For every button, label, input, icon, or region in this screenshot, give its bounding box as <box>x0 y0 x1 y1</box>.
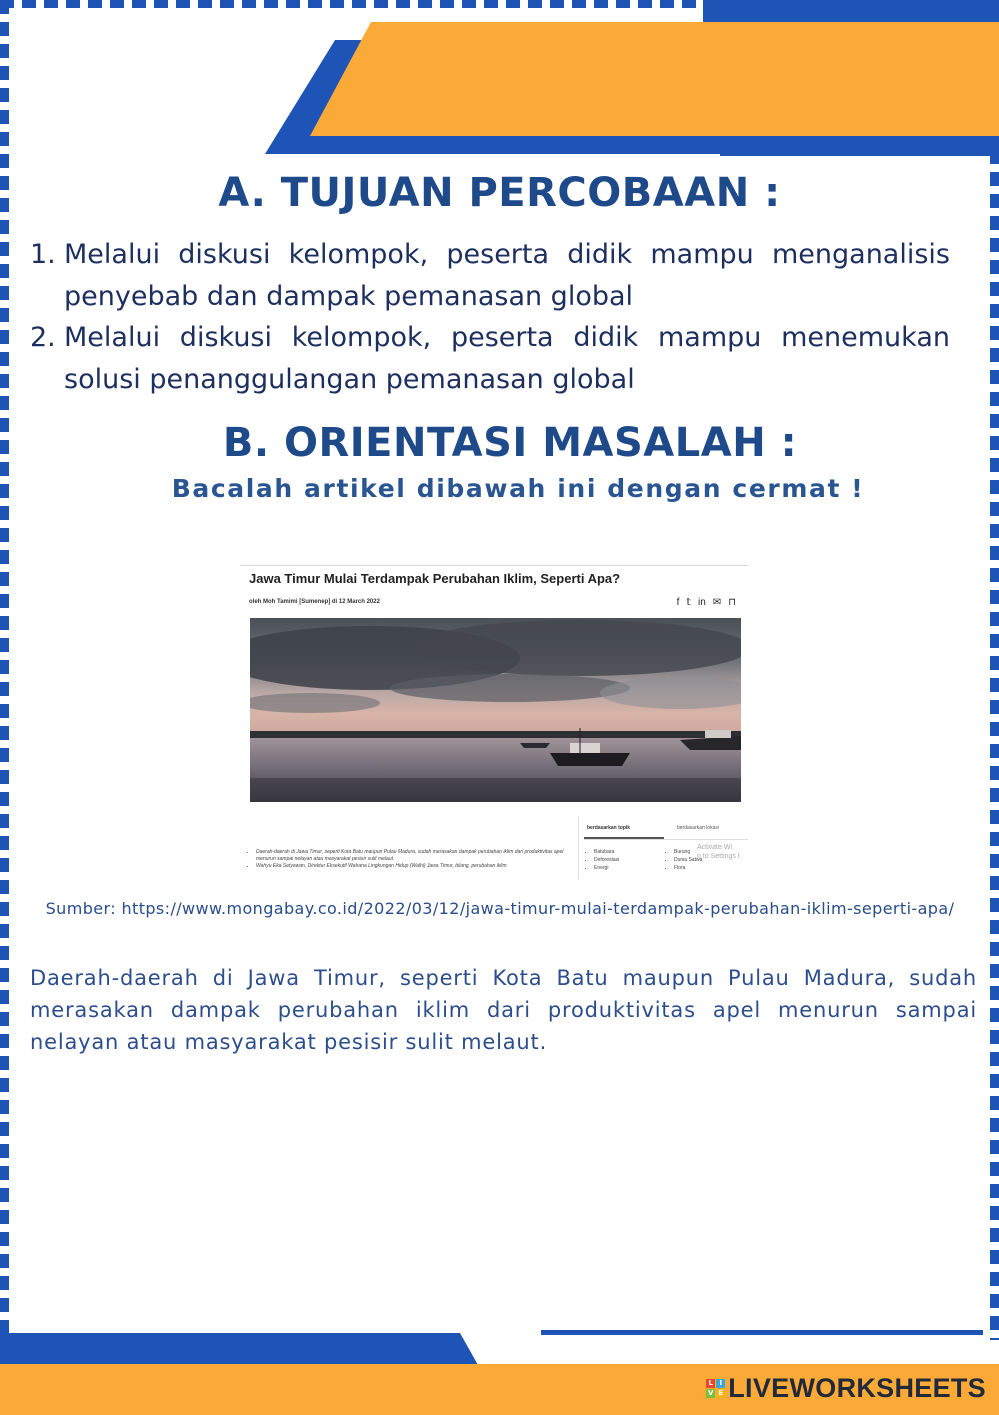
watermark-line: o to Settings t <box>697 853 740 860</box>
objectives-list <box>30 234 950 400</box>
tab-underline <box>584 839 748 840</box>
article-byline: oleh Moh Tamimi [Sumenep] di 12 March 2022 <box>249 599 380 605</box>
share-icons <box>677 597 736 608</box>
topic-list-1 <box>587 848 619 872</box>
summary-bullet: • Wahyu Eka Setyawan, Direktur Eksekutif Wahana Lingkungan Hidup (Walhi) Jawa Timur, bilang, perubahan iklim <box>256 863 578 870</box>
article-summary-paragraph: Daerah-daerah di Jawa Timur, seperti Kota Batu maupun Pulau Madura, sudah merasakan dampak perubahan iklim dari produktivitas apel menurun sampai nelayan atau masyarakat pesisir sulit melaut. <box>30 966 977 1054</box>
reading-instruction: Bacalah artikel dibawah ini dengan cermat ! <box>171 474 865 503</box>
section-a-title: A. TUJUAN PERCOBAAN : <box>218 170 781 216</box>
activation-watermark <box>697 843 740 861</box>
email-icon: ✉ <box>712 597 722 608</box>
tab-location[interactable]: berdasarkan lokasi <box>677 825 719 831</box>
article-summary-bullets <box>248 849 578 870</box>
twitter-icon: 𝕥 <box>686 597 691 608</box>
summary-bullet: • Daerah-daerah di Jawa Timur, seperti Kota Batu maupun Pulau Madura, sudah merasakan dampak perubahan iklim dari produktivitas apel menurun sampai nelayan atau masyarakat pesisir sulit melaut. <box>256 849 578 863</box>
topic-link[interactable]: • Deforestasi <box>594 856 619 864</box>
topic-link[interactable]: • Energi <box>594 864 619 872</box>
tab-topic[interactable]: berdasarkan topik <box>587 825 631 831</box>
topic-sidebar <box>578 816 748 879</box>
topic-link[interactable]: • Dunia Satwa <box>674 856 702 864</box>
tab-active-indicator <box>584 837 664 839</box>
linkedin-icon: in <box>698 597 706 608</box>
article-screenshot <box>240 565 748 879</box>
bookmark-icon: ⊓ <box>728 597 736 608</box>
article-top-rule <box>240 565 748 566</box>
objective-item <box>30 234 950 317</box>
topic-link[interactable]: • Burung <box>674 848 702 856</box>
liveworksheets-brand <box>706 1373 986 1404</box>
logo-letter: E <box>716 1389 725 1398</box>
logo-letter: L <box>706 1379 715 1388</box>
logo-letter: V <box>708 1389 714 1397</box>
topic-link[interactable]: • Batubara <box>594 848 619 856</box>
objective-number: 2. <box>30 322 56 353</box>
watermark-line: Activate Wi <box>697 844 733 851</box>
liveworksheets-logo-icon <box>706 1379 725 1398</box>
facebook-icon: f <box>676 597 680 608</box>
objective-text: Melalui diskusi kelompok, peserta didik mampu menemukan solusi penanggulangan pemanasan global <box>64 322 950 395</box>
logo-letter: I <box>716 1379 725 1388</box>
article-photo <box>250 618 741 802</box>
article-headline: Jawa Timur Mulai Terdampak Perubahan Iklim, Seperti Apa? <box>249 571 621 586</box>
objective-text: Melalui diskusi kelompok, peserta didik mampu menganalisis penyebab dan dampak pemanasan global <box>64 239 950 312</box>
source-citation: Sumber: https://www.mongabay.co.id/2022/03/12/jawa-timur-mulai-terdampak-perubahan-iklim-seperti-apa/ <box>45 899 955 918</box>
objective-item <box>30 317 950 400</box>
objective-number: 1. <box>30 239 56 270</box>
topic-link[interactable]: • Flora <box>674 864 702 872</box>
section-b-title: B. ORIENTASI MASALAH : <box>222 420 798 466</box>
brand-name: LIVEWORKSHEETS <box>728 1373 986 1403</box>
